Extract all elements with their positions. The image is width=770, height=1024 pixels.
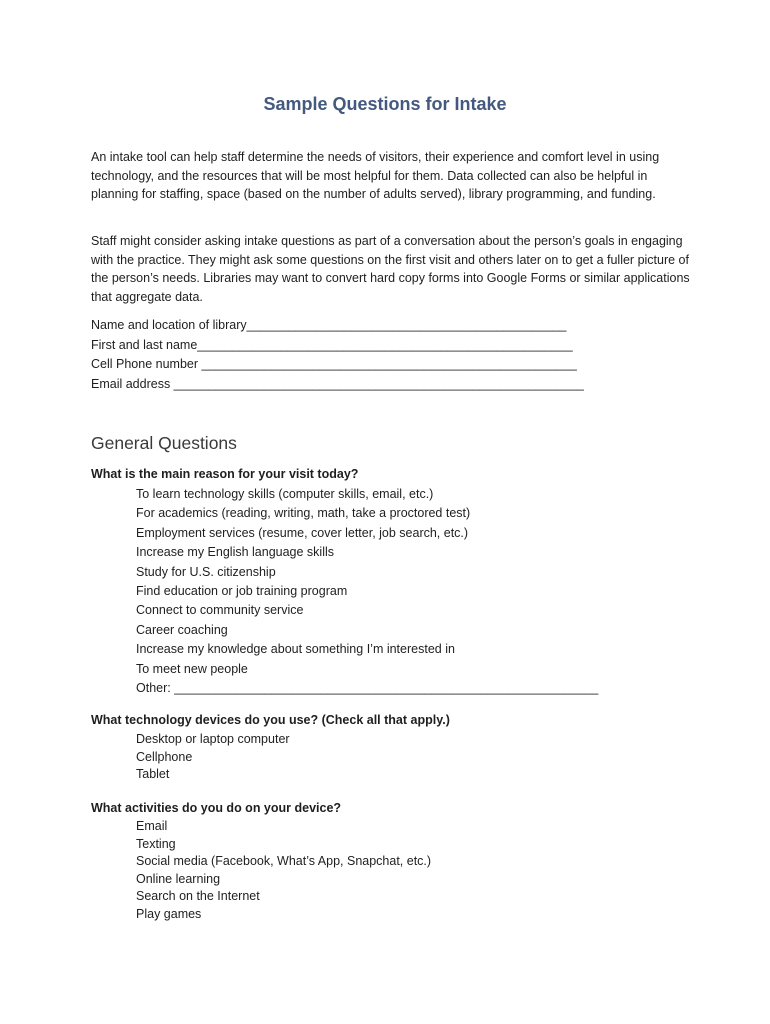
list-item: Play games bbox=[136, 906, 202, 921]
section-heading: General Questions bbox=[91, 433, 237, 453]
list-item: Online learning bbox=[136, 871, 221, 886]
intro-paragraph-1: An intake tool can help staff determine the needs of visitors, their experience and comfort level in using technology, and the resources that will be most helpful for them. Data collected can also be helpful in planning for staffing, space (based on the number of adults served), library programming, and funding. bbox=[91, 150, 660, 202]
list-item: To learn technology skills (computer skills, email, etc.) bbox=[136, 487, 434, 501]
cell-phone-field: Cell Phone number ______________________________________________________ bbox=[91, 357, 577, 371]
list-item: Career coaching bbox=[136, 622, 228, 637]
list-item: Tablet bbox=[136, 767, 170, 781]
devices-options bbox=[136, 731, 676, 784]
page-title: Sample Questions for Intake bbox=[263, 94, 507, 114]
intro-paragraph-2: Staff might consider asking intake questions as part of a conversation about the person’s goals in engaging with the practice. They might ask some questions on the first visit and others later on to get a fuller picture of the person’s needs. Libraries may want to convert hard copy forms into Google Forms or similar applications that aggregate data. bbox=[91, 234, 690, 305]
list-item: Social media (Facebook, What’s App, Snapchat, etc.) bbox=[136, 854, 432, 868]
list-item: For academics (reading, writing, math, take a proctored test) bbox=[136, 506, 471, 521]
list-item: Increase my knowledge about something I’m interested in bbox=[136, 642, 455, 657]
list-item: Increase my English language skills bbox=[136, 545, 335, 560]
contact-fields bbox=[91, 316, 651, 394]
question-devices: What technology devices do you use? (Check all that apply.) bbox=[91, 713, 450, 727]
list-item: Other: _____________________________________________________________ bbox=[136, 680, 599, 695]
list-item: Cellphone bbox=[136, 749, 193, 764]
list-item: Employment services (resume, cover letter, job search, etc.) bbox=[136, 525, 469, 540]
full-name-field: First and last name______________________________________________________ bbox=[91, 337, 573, 352]
library-name-field: Name and location of library______________________________________________ bbox=[91, 318, 567, 332]
list-item: Email bbox=[136, 819, 168, 833]
list-item: Texting bbox=[136, 836, 176, 851]
activities-options bbox=[136, 818, 676, 923]
list-item: Connect to community service bbox=[136, 603, 304, 618]
list-item: Search on the Internet bbox=[136, 889, 260, 903]
list-item: Study for U.S. citizenship bbox=[136, 564, 276, 579]
email-field: Email address ___________________________________________________________ bbox=[91, 376, 584, 391]
list-item: Find education or job training program bbox=[136, 583, 348, 598]
question-activities: What activities do you do on your device? bbox=[91, 801, 342, 815]
list-item: To meet new people bbox=[136, 661, 248, 676]
question-visit-reason: What is the main reason for your visit today? bbox=[91, 467, 359, 481]
list-item: Desktop or laptop computer bbox=[136, 732, 290, 746]
visit-reason-options bbox=[136, 485, 676, 698]
